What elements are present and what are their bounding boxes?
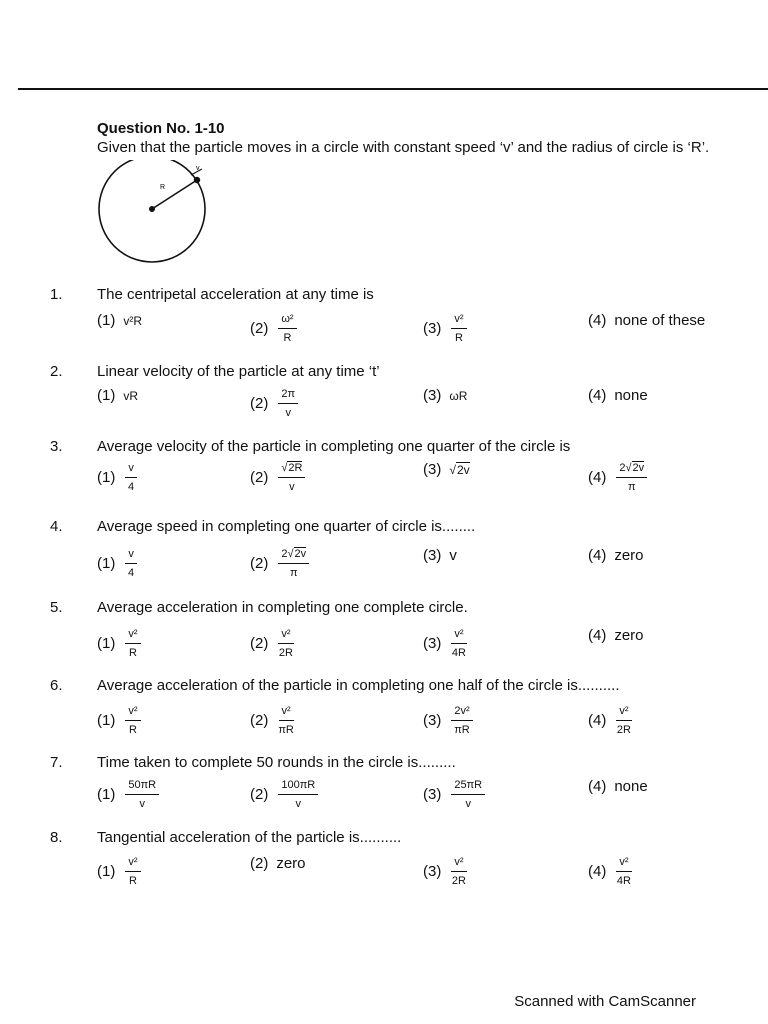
option-fraction [125,855,140,887]
option-label: (3) [423,785,442,803]
option-label: (4) [588,387,607,404]
center-point [149,206,155,212]
option-label: (1) [97,554,116,572]
option-fraction [278,547,309,579]
question-number: 2. [50,363,63,380]
answer-option[interactable] [250,704,296,736]
fraction-denominator: R [454,332,463,344]
answer-option[interactable] [250,778,320,810]
answer-option[interactable] [588,855,634,887]
question-text: Average velocity of the particle in completing one quarter of the circle is [97,438,571,455]
option-fraction [125,461,137,493]
option-label: (3) [423,461,442,478]
option-fraction [451,312,466,344]
radicand: 2R [288,462,303,474]
fraction-denominator: 2R [451,875,466,887]
radicand: 2v [456,463,470,477]
option-label: (3) [423,862,442,880]
option-label: (1) [97,862,116,880]
option-fraction [125,704,140,736]
answer-option[interactable] [588,461,649,493]
option-label: (1) [97,468,116,486]
option-value: ωR [449,388,468,403]
option-label: (1) [97,711,116,729]
option-label: (3) [423,319,442,337]
fraction-denominator: πR [454,724,470,736]
answer-option[interactable] [97,312,142,329]
question-number: 5. [50,599,63,616]
option-value: vR [123,388,139,403]
answer-option[interactable] [250,855,306,872]
question-text: Linear velocity of the particle at any time ‘t’ [97,363,380,380]
fraction-numerator [278,547,309,564]
question-number: 4. [50,518,63,535]
option-value: none [614,778,648,795]
velocity-label: v [196,165,200,172]
fraction-numerator: 50πR [125,778,159,795]
fraction-numerator: v² [278,627,293,644]
fraction-numerator: v² [125,627,140,644]
fraction-denominator: 2R [278,647,293,659]
option-value: none [614,387,648,404]
fraction-numerator: v² [125,704,140,721]
root-sign: 2√ [619,462,632,474]
scanner-watermark: Scanned with CamScanner [514,993,696,1010]
answer-option[interactable] [588,778,648,795]
option-label: (3) [423,711,442,729]
answer-option[interactable] [250,387,300,419]
fraction-numerator: v [125,547,137,564]
circle-diagram [92,160,216,264]
question-text: The centripetal acceleration at any time is [97,286,374,303]
option-label: (2) [250,319,269,337]
answer-option[interactable] [423,312,469,344]
fraction-denominator: R [128,647,137,659]
fraction-numerator: v² [616,704,631,721]
answer-option[interactable] [423,547,457,564]
radius-label: R [160,184,166,191]
question-text: Average acceleration of the particle in completing one half of the circle is.......... [97,677,620,694]
option-label: (2) [250,634,269,652]
fraction-denominator: v [465,798,471,810]
fraction-denominator: π [289,567,298,579]
option-label: (4) [588,711,607,729]
answer-option[interactable] [97,778,161,810]
fraction-denominator: 4 [128,481,135,493]
question-text: Time taken to complete 50 rounds in the circle is......... [97,754,456,771]
answer-option[interactable] [250,461,307,493]
fraction-numerator [616,461,647,478]
answer-option[interactable] [250,547,311,579]
option-label: (1) [97,312,116,329]
answer-option[interactable] [423,461,470,478]
fraction-denominator: v [139,798,145,810]
answer-option[interactable] [423,778,487,810]
question-text: Average speed in completing one quarter of circle is........ [97,518,476,535]
option-fraction [616,855,631,887]
option-label: (2) [250,785,269,803]
option-label: (2) [250,855,269,872]
option-fraction [278,387,298,419]
option-value: v²R [123,313,143,328]
option-fraction [451,855,466,887]
answer-option[interactable] [588,312,705,329]
fraction-numerator: v² [125,855,140,872]
option-value: zero [614,627,644,644]
option-fraction [278,778,318,810]
answer-option[interactable] [250,312,299,344]
fraction-denominator: R [128,875,137,887]
radius-line [152,180,197,209]
fraction-denominator: 4R [451,647,466,659]
option-fraction [125,547,137,579]
answer-option[interactable] [97,547,139,579]
option-value: none of these [614,312,706,329]
question-text: Tangential acceleration of the particle is.......... [97,829,402,846]
option-label: (4) [588,547,607,564]
top-rule [18,88,768,90]
option-label: (2) [250,554,269,572]
fraction-denominator: πR [278,724,294,736]
answer-option[interactable] [97,461,139,493]
question-text: Average acceleration in completing one complete circle. [97,599,468,616]
option-fraction [278,704,294,736]
answer-option[interactable] [423,627,469,659]
question-number: 7. [50,754,63,771]
root-sign: √ [449,463,456,477]
fraction-denominator: v [285,407,291,419]
option-label: (3) [423,634,442,652]
option-label: (3) [423,547,442,564]
option-label: (1) [97,785,116,803]
answer-option[interactable] [588,704,634,736]
fraction-numerator: 2π [278,387,298,404]
option-fraction [125,778,159,810]
option-value [449,461,469,478]
option-value: zero [614,547,644,564]
fraction-numerator: 25πR [451,778,485,795]
answer-option[interactable] [423,704,475,736]
answer-option[interactable] [97,704,143,736]
option-fraction [451,704,472,736]
question-number: 8. [50,829,63,846]
fraction-numerator: ω² [278,312,296,329]
question-number: 1. [50,286,63,303]
fraction-numerator: v² [451,312,466,329]
option-label: (4) [588,468,607,486]
option-label: (1) [97,634,116,652]
option-value: v [449,547,457,564]
option-fraction [616,461,647,493]
fraction-denominator: v [289,481,295,493]
section-instructions: Given that the particle moves in a circle with constant speed ‘v’ and the radius of circle is ‘R’. [97,139,710,156]
option-fraction [278,627,293,659]
option-label: (4) [588,627,607,644]
option-fraction [616,704,631,736]
particle-point [194,177,200,183]
option-fraction [278,312,296,344]
fraction-denominator: R [283,332,292,344]
root-sign: 2√ [281,548,294,560]
fraction-numerator: v² [616,855,631,872]
option-value: zero [276,855,306,872]
radicand: 2v [632,462,645,474]
option-fraction [451,778,485,810]
fraction-numerator: v [125,461,137,478]
fraction-numerator: v² [279,704,294,721]
fraction-denominator: π [627,481,636,493]
option-label: (2) [250,394,269,412]
fraction-denominator: v [295,798,302,810]
option-label: (3) [423,387,442,404]
answer-option[interactable] [250,627,296,659]
option-label: (4) [588,312,607,329]
fraction-denominator: 4R [616,875,631,887]
answer-option[interactable] [588,387,648,404]
question-number: 6. [50,677,63,694]
option-fraction [125,627,140,659]
fraction-numerator: 100πR [278,778,318,795]
fraction-denominator: R [128,724,137,736]
section-title: Question No. 1-10 [97,120,225,137]
fraction-denominator: 4 [128,567,135,579]
answer-option[interactable] [97,855,143,887]
answer-option[interactable] [97,387,138,404]
option-fraction [451,627,466,659]
option-label: (4) [588,778,607,795]
answer-option[interactable] [97,627,143,659]
answer-option[interactable] [588,627,644,644]
option-label: (2) [250,711,269,729]
fraction-numerator: v² [451,855,466,872]
fraction-numerator: 2v² [451,704,472,721]
question-number: 3. [50,438,63,455]
answer-option[interactable] [423,855,469,887]
radicand: 2v [294,548,307,560]
option-label: (4) [588,862,607,880]
fraction-denominator: 2R [616,724,631,736]
answer-option[interactable] [588,547,644,564]
option-fraction [278,461,305,493]
option-label: (2) [250,468,269,486]
answer-option[interactable] [423,387,467,404]
option-label: (1) [97,387,116,404]
root-sign: √ [281,462,288,474]
fraction-numerator: v² [451,627,466,644]
fraction-numerator [278,461,305,478]
